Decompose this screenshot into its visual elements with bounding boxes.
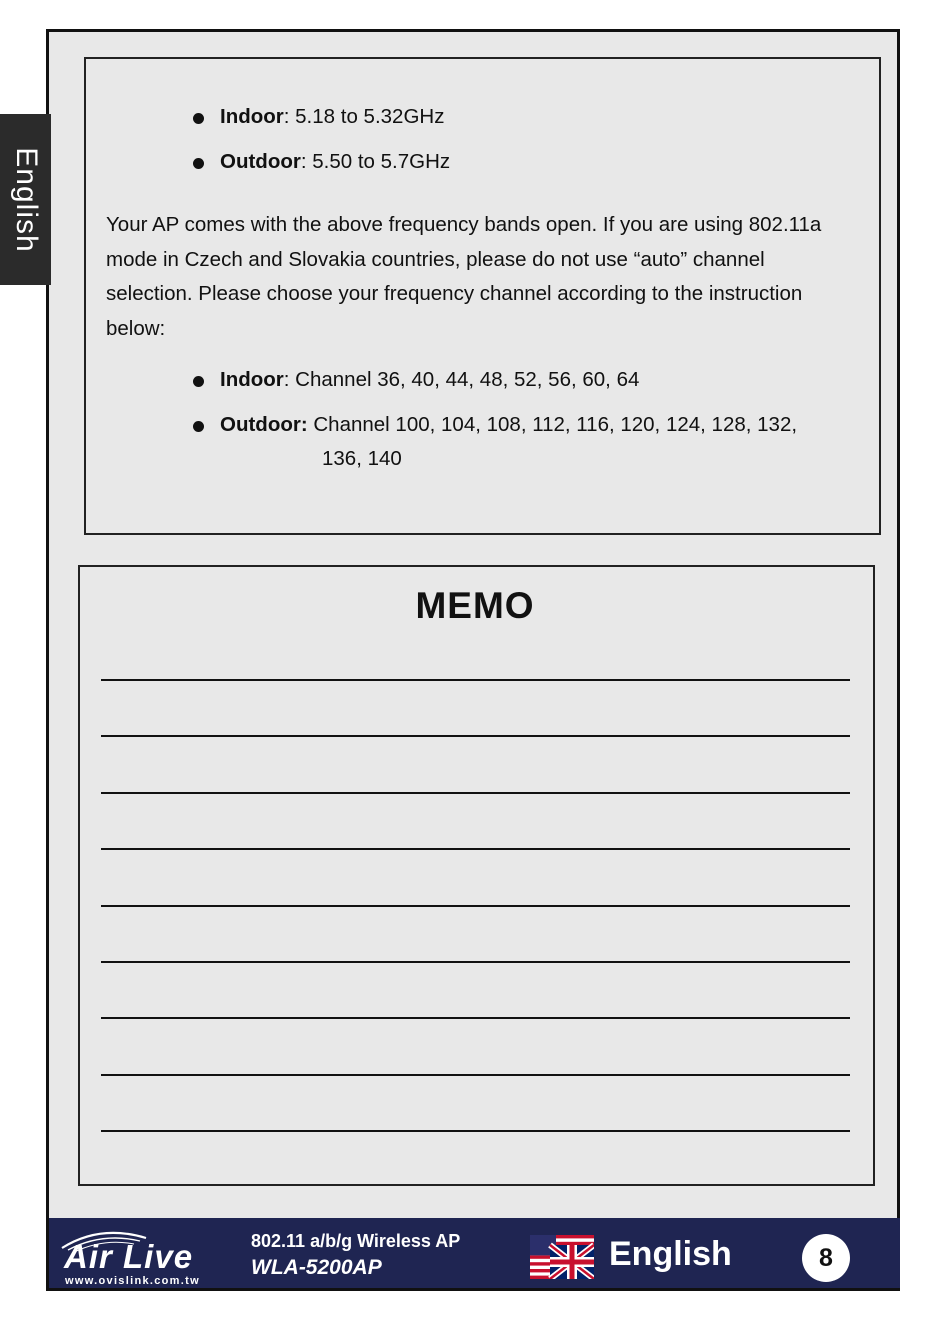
frequency-band-list — [106, 100, 866, 190]
memo-line — [101, 905, 850, 907]
list-item — [106, 363, 866, 397]
language-side-tab — [0, 114, 51, 285]
channel-values-continued: 136, 140 — [322, 447, 402, 470]
page-number: 8 — [802, 1234, 850, 1282]
channel-label: Outdoor: — [220, 413, 308, 436]
band-range: : 5.18 to 5.32GHz — [283, 105, 445, 128]
flag-icon — [530, 1235, 594, 1279]
memo-line — [101, 735, 850, 737]
memo-line — [101, 679, 850, 681]
list-item — [106, 408, 866, 476]
list-item — [106, 100, 866, 134]
footer-language: English — [609, 1235, 732, 1273]
brand-url: www.ovislink.com.tw — [65, 1275, 200, 1287]
product-line: 802.11 a/b/g Wireless AP — [251, 1231, 461, 1251]
model-name: WLA-5200AP — [251, 1256, 382, 1279]
memo-box — [78, 565, 875, 1186]
list-item — [106, 145, 866, 179]
channel-values: : Channel 36, 40, 44, 48, 52, 56, 60, 64 — [283, 368, 640, 391]
band-range: : 5.50 to 5.7GHz — [300, 150, 451, 173]
memo-title: MEMO — [415, 585, 535, 626]
bullet-icon — [193, 158, 204, 169]
side-tab-label: English — [9, 146, 43, 253]
bullet-icon — [193, 376, 204, 387]
memo-line — [101, 961, 850, 963]
memo-line — [101, 848, 850, 850]
brand-logo: Air Live — [64, 1238, 194, 1275]
bullet-icon — [193, 421, 204, 432]
channel-label: Indoor — [220, 368, 284, 391]
memo-line — [101, 1017, 850, 1019]
memo-line — [101, 1130, 850, 1132]
instruction-paragraph: Your AP comes with the above frequency bands open. If you are using 802.11a mode in Czech and Slovakia countries, please do not use “auto” channel selection. Please choose your frequency channel according to the instruction below: — [106, 213, 822, 340]
memo-line — [101, 1074, 850, 1076]
band-label: Indoor — [220, 105, 284, 128]
bullet-icon — [193, 113, 204, 124]
channel-values: Channel 100, 104, 108, 112, 116, 120, 124, 128, 132, — [307, 413, 798, 436]
channel-list — [106, 363, 866, 487]
memo-line — [101, 792, 850, 794]
band-label: Outdoor — [220, 150, 301, 173]
